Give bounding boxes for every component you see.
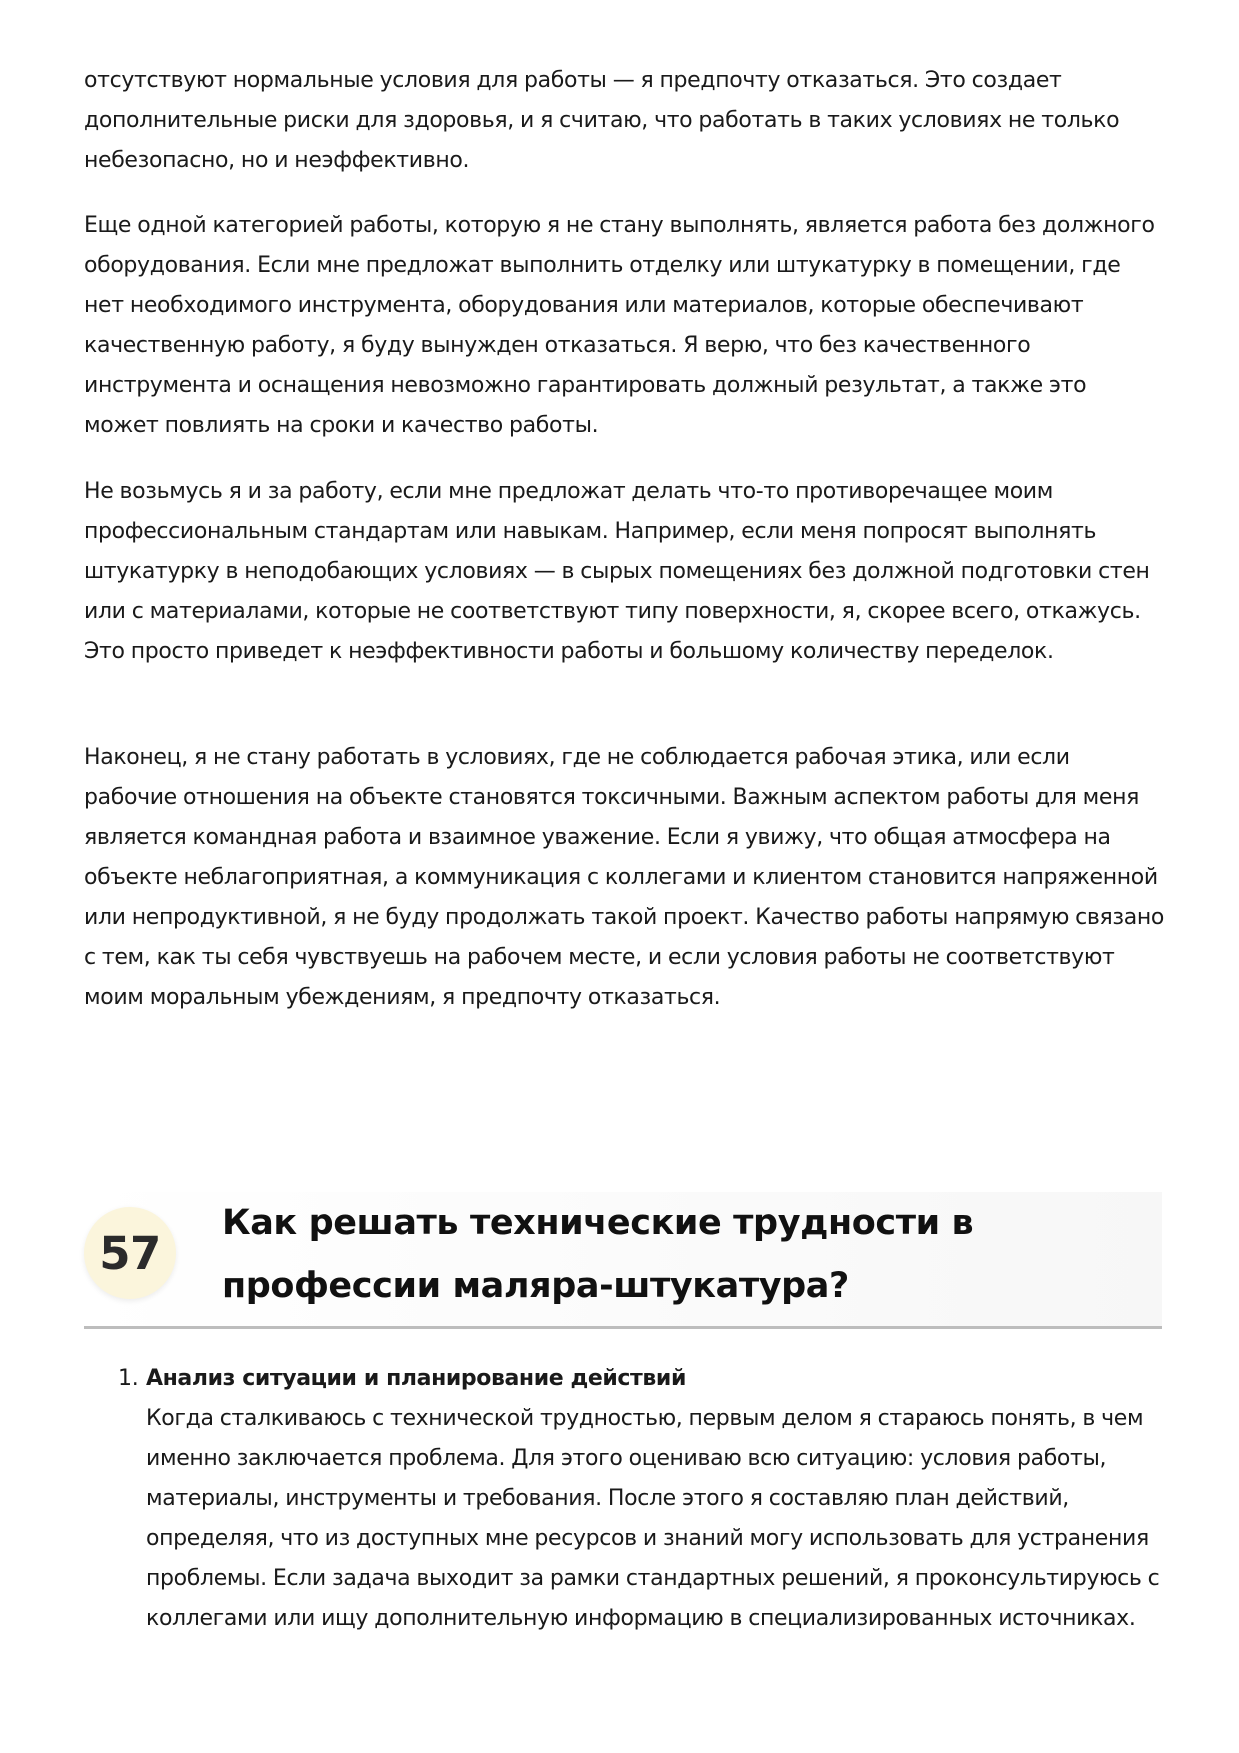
list-item-body: Когда сталкиваюсь с технической трудностью, первым делом я стараюсь понять, в чем именно заключается проблема. Для этого оцениваю всю ситуацию: условия работы, материалы, инструменты и требования. После этого я составляю план действий, определяя, что из доступных мне ресурсов и знаний могу использовать для устранения проблемы. Если задача выходит за рамки стандартных решений, я проконсультируюсь с коллегами или ищу дополнительную информацию в специализированных источниках. [146,1406,1160,1631]
numbered-list [84,1359,1164,1639]
paragraph-equipment: Еще одной категорией работы, которую я не стану выполнять, является работа без должного оборудования. Если мне предложат выполнить отделку или штукатурку в помещении, где нет необходимого инструмента, оборудования или материалов, которые обеспечивают качественную работу, я буду вынужден отказаться. Я верю, что без качественного инструмента и оснащения невозможно гарантировать должный результат, а также это может повлиять на сроки и качество работы. [84,213,1155,438]
section-header [84,1192,1162,1329]
paragraph-conditions: отсутствуют нормальные условия для работы — я предпочту отказаться. Это создает дополнительные риски для здоровья, и я считаю, что работать в таких условиях не только небезопасно, но и неэффективно. [84,68,1120,173]
list-item-title: Анализ ситуации и планирование действий [146,1366,686,1391]
section-number-badge: 57 [84,1207,176,1299]
paragraph-standards: Не возьмусь я и за работу, если мне предложат делать что-то противоречащее моим профессиональным стандартам или навыкам. Например, если меня попросят выполнять штукатурку в неподобающих условиях — в сырых помещениях без должной подготовки стен или с материалами, которые не соответствуют типу поверхности, я, скорее всего, откажусь. Это просто приведет к неэффективности работы и большому количеству переделок. [84,479,1150,664]
section-title: Как решать технические трудности в профессии маляра-штукатура? [222,1203,974,1306]
paragraph-ethics: Наконец, я не стану работать в условиях, где не соблюдается рабочая этика, или если рабочие отношения на объекте становятся токсичными. Важным аспектом работы для меня является командная работа и взаимное уважение. Если я увижу, что общая атмосфера на объекте неблагоприятная, а коммуникация с коллегами и клиентом становится напряженной или непродуктивной, я не буду продолжать такой проект. Качество работы напрямую связано с тем, как ты себя чувствуешь на рабочем месте, и если условия работы не соответствуют моим моральным убеждениям, я предпочту отказаться. [84,745,1165,1010]
list-item-number: 1. [118,1366,139,1391]
list-item [84,1359,1164,1639]
